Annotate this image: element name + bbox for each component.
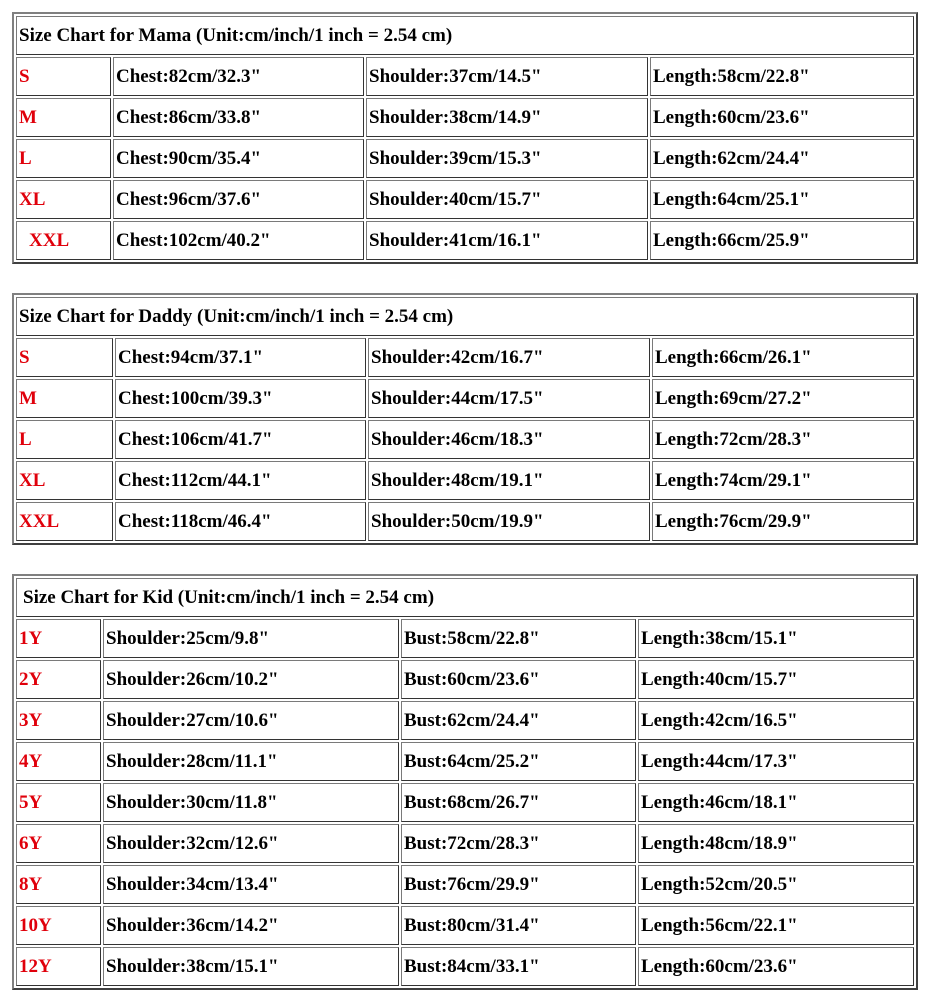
size-label: 10Y	[16, 906, 101, 945]
chest-cell: Chest:112cm/44.1"	[115, 461, 366, 500]
size-label: XL	[16, 461, 113, 500]
length-cell: Length:44cm/17.3"	[638, 742, 914, 781]
table-row	[16, 461, 914, 500]
length-cell: Length:58cm/22.8"	[650, 57, 914, 96]
table-row	[16, 57, 914, 96]
length-cell: Length:74cm/29.1"	[652, 461, 914, 500]
size-label: 12Y	[16, 947, 101, 986]
table-row	[16, 221, 914, 260]
table-row	[16, 619, 914, 658]
mama-chart-title: Size Chart for Mama (Unit:cm/inch/1 inch = 2.54 cm)	[16, 16, 914, 55]
size-label: 6Y	[16, 824, 101, 863]
bust-cell: Bust:84cm/33.1"	[401, 947, 636, 986]
table-row	[16, 338, 914, 377]
length-cell: Length:60cm/23.6"	[638, 947, 914, 986]
size-label: XL	[16, 180, 111, 219]
table-row	[16, 379, 914, 418]
shoulder-cell: Shoulder:34cm/13.4"	[103, 865, 399, 904]
table-row	[16, 742, 914, 781]
table-row	[16, 98, 914, 137]
chest-cell: Chest:94cm/37.1"	[115, 338, 366, 377]
size-label: 8Y	[16, 865, 101, 904]
shoulder-cell: Shoulder:25cm/9.8"	[103, 619, 399, 658]
size-label: L	[16, 420, 113, 459]
size-label: 5Y	[16, 783, 101, 822]
shoulder-cell: Shoulder:39cm/15.3"	[366, 139, 648, 178]
daddy-size-chart	[12, 293, 918, 545]
shoulder-cell: Shoulder:26cm/10.2"	[103, 660, 399, 699]
table-row	[16, 660, 914, 699]
size-label: S	[16, 338, 113, 377]
chest-cell: Chest:118cm/46.4"	[115, 502, 366, 541]
shoulder-cell: Shoulder:41cm/16.1"	[366, 221, 648, 260]
size-label: XXL	[16, 221, 111, 260]
shoulder-cell: Shoulder:42cm/16.7"	[368, 338, 650, 377]
daddy-title-row	[16, 297, 914, 336]
length-cell: Length:66cm/25.9"	[650, 221, 914, 260]
table-row	[16, 139, 914, 178]
chest-cell: Chest:82cm/32.3"	[113, 57, 364, 96]
length-cell: Length:48cm/18.9"	[638, 824, 914, 863]
bust-cell: Bust:76cm/29.9"	[401, 865, 636, 904]
shoulder-cell: Shoulder:27cm/10.6"	[103, 701, 399, 740]
shoulder-cell: Shoulder:50cm/19.9"	[368, 502, 650, 541]
length-cell: Length:42cm/16.5"	[638, 701, 914, 740]
shoulder-cell: Shoulder:48cm/19.1"	[368, 461, 650, 500]
kid-size-chart	[12, 574, 918, 990]
shoulder-cell: Shoulder:36cm/14.2"	[103, 906, 399, 945]
shoulder-cell: Shoulder:44cm/17.5"	[368, 379, 650, 418]
length-cell: Length:72cm/28.3"	[652, 420, 914, 459]
bust-cell: Bust:62cm/24.4"	[401, 701, 636, 740]
kid-title-row	[16, 578, 914, 617]
mama-title-row	[16, 16, 914, 55]
bust-cell: Bust:80cm/31.4"	[401, 906, 636, 945]
chest-cell: Chest:90cm/35.4"	[113, 139, 364, 178]
chest-cell: Chest:106cm/41.7"	[115, 420, 366, 459]
chest-cell: Chest:86cm/33.8"	[113, 98, 364, 137]
shoulder-cell: Shoulder:46cm/18.3"	[368, 420, 650, 459]
table-row	[16, 502, 914, 541]
size-label: 2Y	[16, 660, 101, 699]
length-cell: Length:38cm/15.1"	[638, 619, 914, 658]
size-label: 3Y	[16, 701, 101, 740]
length-cell: Length:46cm/18.1"	[638, 783, 914, 822]
length-cell: Length:76cm/29.9"	[652, 502, 914, 541]
mama-size-chart	[12, 12, 918, 264]
shoulder-cell: Shoulder:30cm/11.8"	[103, 783, 399, 822]
table-row	[16, 180, 914, 219]
size-label: S	[16, 57, 111, 96]
length-cell: Length:56cm/22.1"	[638, 906, 914, 945]
length-cell: Length:62cm/24.4"	[650, 139, 914, 178]
size-label: XXL	[16, 502, 113, 541]
size-label: M	[16, 379, 113, 418]
table-row	[16, 865, 914, 904]
bust-cell: Bust:58cm/22.8"	[401, 619, 636, 658]
daddy-chart-title: Size Chart for Daddy (Unit:cm/inch/1 inch = 2.54 cm)	[16, 297, 914, 336]
length-cell: Length:60cm/23.6"	[650, 98, 914, 137]
bust-cell: Bust:68cm/26.7"	[401, 783, 636, 822]
length-cell: Length:52cm/20.5"	[638, 865, 914, 904]
table-row	[16, 906, 914, 945]
table-row	[16, 701, 914, 740]
table-row	[16, 947, 914, 986]
chest-cell: Chest:96cm/37.6"	[113, 180, 364, 219]
bust-cell: Bust:64cm/25.2"	[401, 742, 636, 781]
size-label: L	[16, 139, 111, 178]
size-label: M	[16, 98, 111, 137]
length-cell: Length:40cm/15.7"	[638, 660, 914, 699]
shoulder-cell: Shoulder:40cm/15.7"	[366, 180, 648, 219]
table-row	[16, 420, 914, 459]
length-cell: Length:64cm/25.1"	[650, 180, 914, 219]
bust-cell: Bust:72cm/28.3"	[401, 824, 636, 863]
shoulder-cell: Shoulder:28cm/11.1"	[103, 742, 399, 781]
length-cell: Length:69cm/27.2"	[652, 379, 914, 418]
size-label: 1Y	[16, 619, 101, 658]
shoulder-cell: Shoulder:32cm/12.6"	[103, 824, 399, 863]
chest-cell: Chest:100cm/39.3"	[115, 379, 366, 418]
shoulder-cell: Shoulder:38cm/15.1"	[103, 947, 399, 986]
table-row	[16, 783, 914, 822]
length-cell: Length:66cm/26.1"	[652, 338, 914, 377]
shoulder-cell: Shoulder:38cm/14.9"	[366, 98, 648, 137]
kid-chart-title: Size Chart for Kid (Unit:cm/inch/1 inch = 2.54 cm)	[16, 578, 914, 617]
bust-cell: Bust:60cm/23.6"	[401, 660, 636, 699]
size-label: 4Y	[16, 742, 101, 781]
table-row	[16, 824, 914, 863]
chest-cell: Chest:102cm/40.2"	[113, 221, 364, 260]
shoulder-cell: Shoulder:37cm/14.5"	[366, 57, 648, 96]
